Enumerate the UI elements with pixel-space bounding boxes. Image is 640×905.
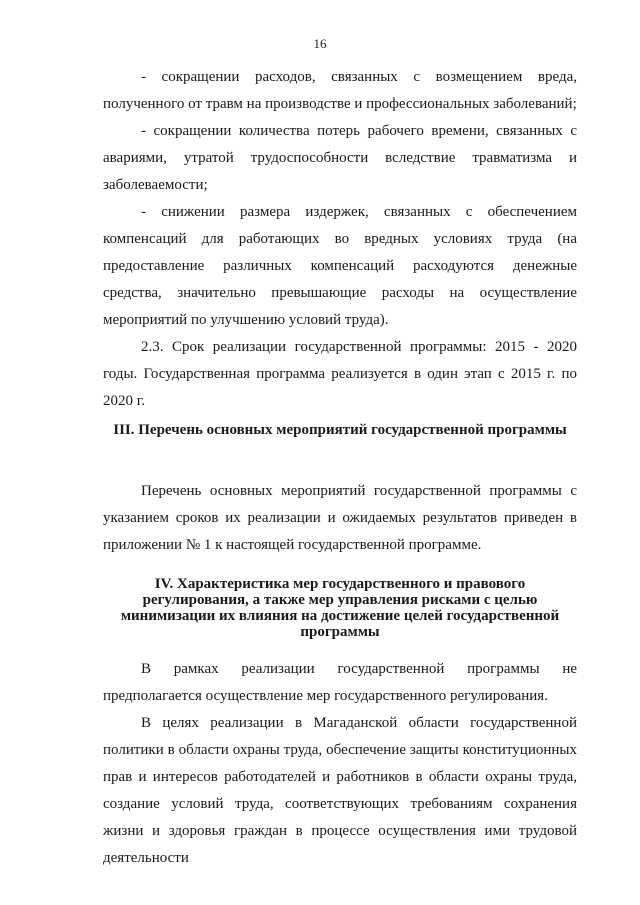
paragraph-reduce-expenses: - сокращении расходов, связанных с возмещением вреда, полученного от травм на производстве и профессиональных заболеваний;	[103, 69, 577, 112]
text-block-benefits	[103, 64, 577, 415]
paragraph-program-term: 2.3. Срок реализации государственной программы: 2015 - 2020 годы. Государственная программа реализуется в один этап с 2015 г. по 2020 г.	[103, 339, 577, 409]
paragraph-reduce-time-loss: - сокращении количества потерь рабочего времени, связанных с авариями, утратой трудоспособности вследствие травматизма и заболеваемости;	[103, 123, 577, 193]
section-3-heading: III. Перечень основных мероприятий государственной программы	[113, 422, 567, 438]
page-number: 16	[313, 36, 327, 51]
paragraph-no-regulation: В рамках реализации государственной программы не предполагается осуществление мер государственного регулирования.	[103, 661, 577, 704]
paragraph-activities-list: Перечень основных мероприятий государственной программы с указанием сроков их реализации и ожидаемых результатов приведен в приложении № 1 к настоящей государственной программе.	[103, 483, 577, 553]
paragraph-reduce-costs: - снижении размера издержек, связанных с обеспечением компенсаций для работающих во вредных условиях труда (на предоставление различных компенсаций расходуются денежные средства, значительно превышающие расходы на осуществление мероприятий по улучшению условий труда).	[103, 204, 577, 328]
text-block-section-4	[103, 656, 577, 872]
text-block-section-3	[103, 478, 577, 559]
paragraph-labor-policy: В целях реализации в Магаданской области государственной политики в области охраны труда, обеспечение защиты конституционных прав и интересов работодателей и работников в области охраны труда, создание условий труда, соответствующих требованиям сохранения жизни и здоровья граждан в процессе осуществления ими трудовой деятельности	[103, 715, 577, 866]
section-4-heading: IV. Характеристика мер государственного и правового регулирования, а также мер управления рисками с целью минимизации их влияния на достижение целей государственной программы	[120, 576, 560, 640]
